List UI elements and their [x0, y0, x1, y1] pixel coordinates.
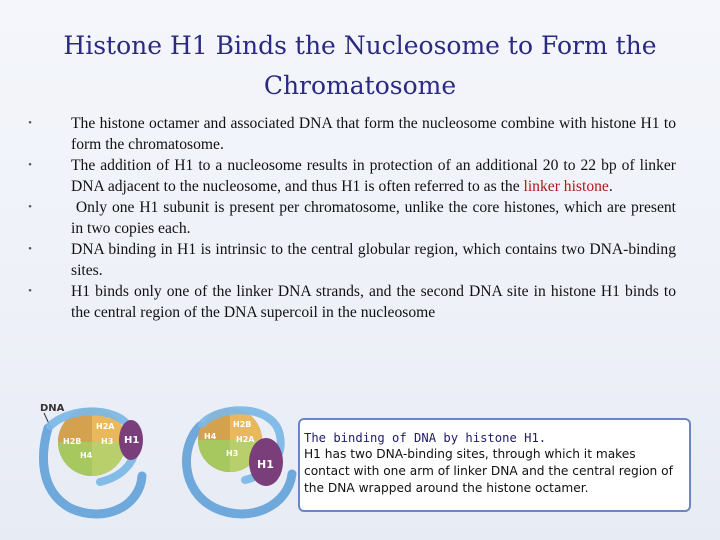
chromatosome-figure — [30, 396, 320, 526]
figure-caption-box — [298, 418, 691, 512]
bullet-text: Only one H1 subunit is present per chromatosome, unlike the core histones, which are present in two copies each. — [71, 199, 680, 237]
bullet-text-end: . — [608, 178, 613, 195]
h1-label: H1 — [257, 458, 274, 471]
histone-label: H4 — [80, 451, 93, 460]
bullet-dot-icon: • — [28, 117, 32, 129]
histone-label: H2B — [63, 437, 82, 446]
caption-body: H1 has two DNA-binding sites, through which it makes contact with one arm of linker DNA and the central region of the DNA wrapped around the histone octamer. — [304, 447, 673, 495]
h1-label: H1 — [124, 435, 140, 446]
bullet-dot-icon: • — [28, 243, 32, 255]
linker-histone-term: linker histone — [523, 178, 609, 195]
bullet-text: The addition of H1 to a nucleosome results in protection of an additional 20 to 22 bp of linker DNA adjacent to the nucleosome, and thus H1 is often referred to as the — [71, 157, 676, 195]
dna-label: DNA — [40, 403, 65, 414]
bullet-item — [24, 113, 676, 155]
slide-title: Histone H1 Binds the Nucleosome to Form the Chromatosome — [63, 31, 657, 100]
right-nucleosome-model — [186, 408, 292, 514]
bullet-dot-icon: • — [28, 159, 32, 171]
bullet-list — [24, 113, 680, 323]
left-nucleosome-model — [43, 408, 143, 514]
bullet-dot-icon: • — [28, 285, 32, 297]
histone-label: H2B — [233, 420, 252, 429]
caption-title: The binding of DNA by histone H1. — [304, 431, 547, 445]
histone-label: H3 — [101, 437, 114, 446]
bullet-text: H1 binds only one of the linker DNA strands, and the second DNA site in histone H1 binds to the central region of the DNA supercoil in the nucleosome — [71, 283, 676, 321]
bullet-dot-icon: • — [28, 201, 32, 213]
bullet-item — [24, 239, 676, 281]
bullet-item — [24, 155, 676, 197]
histone-label: H4 — [204, 432, 217, 441]
histone-label: H2A — [96, 422, 115, 431]
bullet-text: DNA binding in H1 is intrinsic to the central globular region, which contains two DNA-binding sites. — [71, 241, 676, 279]
histone-label: H2A — [236, 435, 255, 444]
bullet-item — [24, 281, 676, 323]
bullet-item — [24, 197, 680, 239]
histone-label: H3 — [226, 449, 239, 458]
bullet-text: The histone octamer and associated DNA that form the nucleosome combine with histone H1 to form the chromatosome. — [71, 115, 676, 153]
